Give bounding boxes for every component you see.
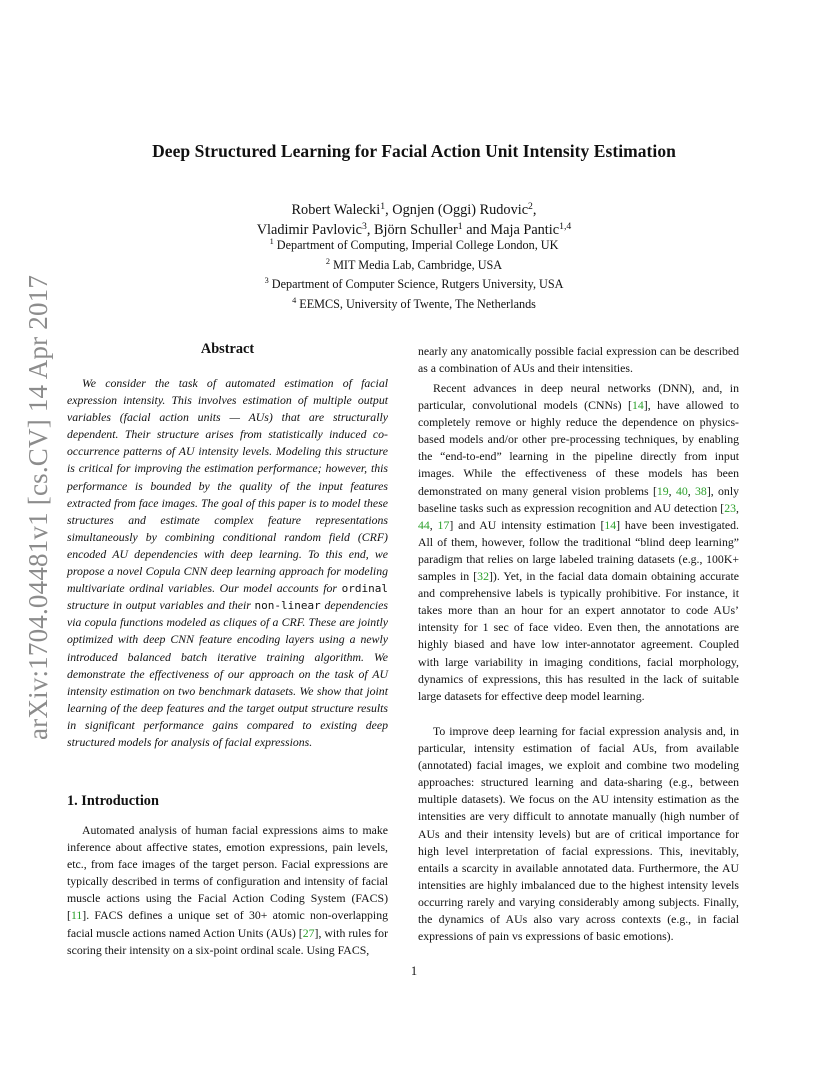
affiliation-list xyxy=(0,236,828,314)
citation-link[interactable]: 27 xyxy=(302,925,315,940)
author-affil-sup: 1 xyxy=(380,201,386,212)
author-name: , Ognjen (Oggi) Rudovic xyxy=(385,202,529,218)
citation-link[interactable]: 40 xyxy=(675,483,688,498)
intro-paragraph: To improve deep learning for facial expression analysis and, in particular, intensity estimation of facial AUs, from available (annotated) facial images, we exploit and combine two modeling approaches: structured learning and data-sharing (e.g., between multiple datasets). We focus on the AU intensity estimation as the intensities are very difficult to annotate manually (high number of AUs and their intensity levels) but are of critical importance for high level interpretation of facial expressions. This, inevitably, entails a scarcity in available annotated data. Furthermore, the AU intensities are highly imbalanced due to the highest intensity levels occurring rarely and varying considerably among subjects. Finally, the dynamics of AUs also vary across contexts (e.g., in facial expressions of pain vs expressions of basic emotions). xyxy=(418,724,739,944)
affiliation-text: Department of Computer Science, Rutgers University, USA xyxy=(271,277,564,291)
page-number: 1 xyxy=(410,964,418,978)
abstract-text: structure in output variables and their xyxy=(67,598,255,613)
author-affil-sup: 1 xyxy=(457,221,463,232)
author-affil-sup: 3 xyxy=(361,221,367,232)
citation-link[interactable]: 14 xyxy=(604,517,617,532)
citation-sep: , xyxy=(687,483,696,498)
citation-link[interactable]: 11 xyxy=(70,908,83,923)
paragraph-text: ], only baseline tasks such as expression recognition and AU detection [ xyxy=(418,483,739,515)
paragraph-text: ]). Yet, in the facial data domain obtaining accurate and comprehensive labels is typically prohibitive. For instance, it takes more than an hour for an expert annotator to code AUs’ intensity for 1 sec of face video. Even then, the annotations are highly biased and have low inter-annotator agreement. Coupled with large variability in imaging conditions, facial morphology, dynamics of expressions, this has resulted in the lack of suitable large datasets for effective deep model learning. xyxy=(418,569,740,703)
citation-link[interactable]: 38 xyxy=(695,483,707,498)
author-name: and Maja Pantic xyxy=(462,222,560,238)
author-sep: , xyxy=(532,202,537,218)
author-affil-sup: 1,4 xyxy=(559,221,572,232)
author-list xyxy=(0,200,828,240)
citation-sep: , xyxy=(668,483,676,498)
author-affil-sup: 2 xyxy=(528,201,533,212)
intro-paragraph xyxy=(418,380,739,705)
paragraph-text: Recent advances in deep neural networks (DNN), and, in particular, convolutional models (CNNs) [ xyxy=(418,381,739,413)
author-name: Robert Walecki xyxy=(291,202,381,218)
affiliation-sup: 2 xyxy=(325,256,331,266)
citation-link[interactable]: 17 xyxy=(437,517,450,532)
affiliation xyxy=(0,236,828,256)
abstract-term: non-linear xyxy=(254,599,321,613)
paragraph-text: ], with rules for scoring their intensity on a six-point ordinal scale. Using FACS, xyxy=(67,925,388,957)
paragraph-text: ] have been investigated. All of them, however, follow the traditional “blind deep learning” paradigm that relies on large labeled training datasets (e.g., 100K+ samples in [ xyxy=(418,517,739,584)
intro-paragraph-continued: nearly any anatomically possible facial expression can be described as a combination of AUs and their intensities. xyxy=(418,344,739,376)
affiliation-sup: 3 xyxy=(264,276,269,285)
citation-link[interactable]: 14 xyxy=(631,398,644,413)
affiliation xyxy=(0,295,828,315)
abstract-body xyxy=(67,375,388,751)
paragraph-text: ]. FACS defines a unique set of 30+ atomic non-overlapping facial muscle actions named Action Units (AUs) [ xyxy=(67,908,388,940)
author-line-1 xyxy=(0,200,828,220)
abstract-text: dependencies via copula functions modeled as cliques of a CRF. These are jointly optimized with deep CNN feature encoding layers using a newly introduced balanced batch iterative training algorithm. We demonstrate the effectiveness of our approach on the task of AU intensity estimation on two benchmark datasets. We show that joint learning of the deep features and the target output structure results in significant performance gains compared to existing deep structured models for analysis of facial expressions. xyxy=(67,598,388,749)
affiliation-sup: 4 xyxy=(292,295,297,305)
citation-link[interactable]: 23 xyxy=(724,500,737,515)
paragraph-text: Automated analysis of human facial expressions aims to make inference about affective states, emotion expressions, pain levels, etc., from face images of the target person. Facial expressions are typically described in terms of configuration and intensity of facial muscle actions using the Facial Action Coding System (FACS) [ xyxy=(67,823,388,923)
paper-title: Deep Structured Learning for Facial Action Unit Intensity Estimation xyxy=(152,141,676,161)
abstract-heading: Abstract xyxy=(200,341,255,357)
author-name: Vladimir Pavlovic xyxy=(256,222,362,238)
affiliation-sup: 1 xyxy=(269,237,274,246)
arxiv-identifier: arXiv:1704.04481v1 [cs.CV] 14 Apr 2017 xyxy=(23,274,53,740)
intro-paragraph xyxy=(67,822,388,959)
citation-sep: , xyxy=(429,517,438,532)
paragraph-text: ] and AU intensity estimation [ xyxy=(449,517,605,532)
affiliation-text: Department of Computing, Imperial College London, UK xyxy=(276,238,559,252)
citation-link[interactable]: 44 xyxy=(418,517,430,532)
citation-link[interactable]: 19 xyxy=(656,483,669,498)
citation-sep: , xyxy=(736,500,739,515)
affiliation xyxy=(0,275,828,295)
paragraph-text: ], have allowed to completely remove or highly reduce the dependence on physics-based models and/or other pre-processing techniques, by enabling the “end-to-end” learning in the pipeline directly from input images. While the effectiveness of these models has been demonstrated on many general vision problems [ xyxy=(418,398,740,498)
abstract-term: ordinal xyxy=(341,582,388,596)
affiliation xyxy=(0,256,828,276)
author-name: , Björn Schuller xyxy=(366,222,458,238)
citation-link[interactable]: 32 xyxy=(477,569,489,584)
affiliation-text: MIT Media Lab, Cambridge, USA xyxy=(333,257,503,272)
affiliation-text: EEMCS, University of Twente, The Netherlands xyxy=(299,296,536,311)
abstract-text: We consider the task of automated estimation of facial expression intensity. This involves estimation of multiple output variables (facial action units — AUs) that are structurally dependent. Their structure arises from statistically induced co-occurrence patterns of AU intensity levels. Modeling this structure is critical for improving the estimation performance; however, this performance is bounded by the quality of the input features extracted from face images. The goal of this paper is to model these structures and estimate complex feature representations simultaneously by combining conditional random field (CRF) encoded AU dependencies with deep learning. To this end, we propose a novel Copula CNN deep learning approach for modeling multivariate ordinal variables. Our model accounts for xyxy=(67,376,388,596)
intro-heading: 1. Introduction xyxy=(67,793,159,809)
